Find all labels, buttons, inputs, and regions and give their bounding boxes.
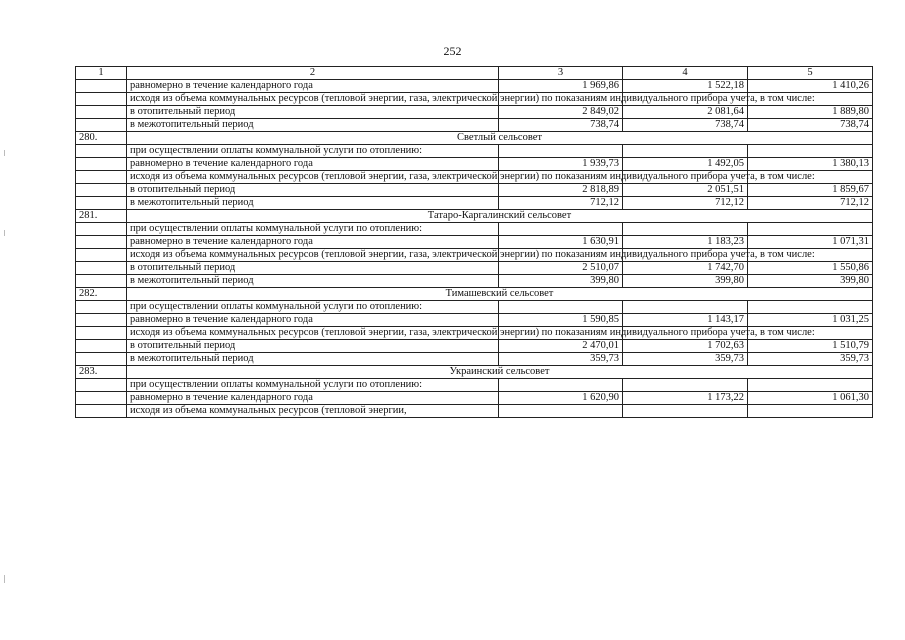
tariff-table-body [76,67,873,418]
row-number-cell [76,340,127,353]
table-row [76,145,873,158]
row-label: равномерно в течение календарного года [127,392,499,405]
table-row [76,301,873,314]
value-col-4: 2 051,51 [623,184,748,197]
value-col-3 [499,405,623,418]
row-number-cell [76,236,127,249]
table-row [76,392,873,405]
value-col-5: 399,80 [748,275,873,288]
row-number-cell [76,93,127,106]
row-label: исходя из объема коммунальных ресурсов (тепловой энергии, газа, электрической энергии) по показаниям индивидуального прибора учета, в том числе: [127,249,499,262]
value-col-5: 1 510,79 [748,340,873,353]
value-col-5: 1 410,26 [748,80,873,93]
table-row [76,106,873,119]
column-header: 5 [748,67,873,80]
value-col-5: 712,12 [748,197,873,210]
table-row [76,158,873,171]
section-row [76,132,873,145]
value-col-4 [623,223,748,236]
value-col-3: 1 939,73 [499,158,623,171]
column-number-row [76,67,873,80]
value-col-3: 2 470,01 [499,340,623,353]
row-label: при осуществлении оплаты коммунальной услуги по отоплению: [127,301,499,314]
table-row [76,197,873,210]
row-label: в отопительный период [127,106,499,119]
value-col-3: 2 849,02 [499,106,623,119]
row-number-cell [76,184,127,197]
table-row [76,171,873,184]
row-number-cell [76,171,127,184]
value-col-4: 1 143,17 [623,314,748,327]
table-row [76,379,873,392]
row-number-cell [76,119,127,132]
row-number: 281. [76,210,127,223]
row-number-cell [76,314,127,327]
column-header: 4 [623,67,748,80]
scan-edge-mark [4,150,5,156]
value-col-5: 1 889,80 [748,106,873,119]
value-col-3: 1 969,86 [499,80,623,93]
table-row [76,327,873,340]
value-col-3 [499,301,623,314]
row-label: в межотопительный период [127,275,499,288]
row-label: исходя из объема коммунальных ресурсов (тепловой энергии, газа, электрической энергии) по показаниям индивидуального прибора учета, в том числе: [127,327,499,340]
row-number: 280. [76,132,127,145]
table-row [76,275,873,288]
value-col-4 [623,145,748,158]
row-label: при осуществлении оплаты коммунальной услуги по отоплению: [127,145,499,158]
table-row [76,236,873,249]
value-col-5 [748,301,873,314]
table-row [76,223,873,236]
row-number-cell [76,405,127,418]
table-row [76,353,873,366]
section-title: Татаро-Каргалинский сельсовет [127,210,873,223]
value-col-4: 399,80 [623,275,748,288]
row-number-cell [76,223,127,236]
value-col-4 [623,405,748,418]
page-number: 252 [443,44,462,58]
value-col-5: 1 550,86 [748,262,873,275]
value-col-5: 1 031,25 [748,314,873,327]
value-col-3: 1 620,90 [499,392,623,405]
value-col-3 [499,379,623,392]
value-col-3: 399,80 [499,275,623,288]
table-row [76,340,873,353]
value-col-5: 1 061,30 [748,392,873,405]
value-col-4 [623,301,748,314]
row-number-cell [76,197,127,210]
value-col-4: 1 492,05 [623,158,748,171]
value-col-3: 2 818,89 [499,184,623,197]
row-number-cell [76,301,127,314]
row-label: в отопительный период [127,184,499,197]
value-col-4: 738,74 [623,119,748,132]
value-col-5 [748,223,873,236]
scan-edge-mark [4,230,5,236]
row-number-cell [76,275,127,288]
value-col-4: 1 173,22 [623,392,748,405]
value-col-3 [499,223,623,236]
row-number: 283. [76,366,127,379]
table-row [76,119,873,132]
value-col-4: 2 081,64 [623,106,748,119]
value-col-4: 1 183,23 [623,236,748,249]
scan-edge-mark [4,575,5,583]
value-col-5: 1 380,13 [748,158,873,171]
row-number-cell [76,353,127,366]
table-row [76,405,873,418]
column-header: 1 [76,67,127,80]
column-header: 3 [499,67,623,80]
column-header: 2 [127,67,499,80]
tariff-table [75,66,873,418]
section-row [76,366,873,379]
value-col-3: 738,74 [499,119,623,132]
row-label: при осуществлении оплаты коммунальной услуги по отоплению: [127,379,499,392]
value-col-3 [499,145,623,158]
value-col-4: 1 702,63 [623,340,748,353]
row-number-cell [76,327,127,340]
row-label: в межотопительный период [127,197,499,210]
table-row [76,314,873,327]
value-col-4 [623,379,748,392]
row-number-cell [76,106,127,119]
table-row [76,262,873,275]
value-col-4: 359,73 [623,353,748,366]
table-row [76,184,873,197]
value-col-5: 1 859,67 [748,184,873,197]
row-label: в отопительный период [127,340,499,353]
row-label: в отопительный период [127,262,499,275]
section-title: Украинский сельсовет [127,366,873,379]
row-number-cell [76,249,127,262]
row-label: в межотопительный период [127,353,499,366]
value-col-4: 712,12 [623,197,748,210]
value-col-5: 1 071,31 [748,236,873,249]
row-label: равномерно в течение календарного года [127,314,499,327]
value-col-5: 359,73 [748,353,873,366]
row-label: исходя из объема коммунальных ресурсов (тепловой энергии, [127,405,499,418]
value-col-5 [748,379,873,392]
row-number-cell [76,80,127,93]
row-number-cell [76,379,127,392]
value-col-5: 738,74 [748,119,873,132]
row-label: при осуществлении оплаты коммунальной услуги по отоплению: [127,223,499,236]
row-label: исходя из объема коммунальных ресурсов (тепловой энергии, газа, электрической энергии) по показаниям индивидуального прибора учета, в том числе: [127,171,499,184]
row-label: равномерно в течение календарного года [127,158,499,171]
value-col-5 [748,145,873,158]
row-label: исходя из объема коммунальных ресурсов (тепловой энергии, газа, электрической энергии) по показаниям индивидуального прибора учета, в том числе: [127,93,499,106]
table-row [76,93,873,106]
value-col-3: 1 590,85 [499,314,623,327]
row-number-cell [76,145,127,158]
row-number-cell [76,392,127,405]
row-number: 282. [76,288,127,301]
value-col-3: 712,12 [499,197,623,210]
section-title: Светлый сельсовет [127,132,873,145]
value-col-3: 2 510,07 [499,262,623,275]
value-col-5 [748,405,873,418]
row-label: равномерно в течение календарного года [127,236,499,249]
section-row [76,210,873,223]
value-col-4: 1 522,18 [623,80,748,93]
section-title: Тимашевский сельсовет [127,288,873,301]
value-col-4: 1 742,70 [623,262,748,275]
value-col-3: 1 630,91 [499,236,623,249]
row-label: в межотопительный период [127,119,499,132]
table-row [76,80,873,93]
row-number-cell [76,158,127,171]
value-col-3: 359,73 [499,353,623,366]
table-row [76,249,873,262]
row-label: равномерно в течение календарного года [127,80,499,93]
section-row [76,288,873,301]
row-number-cell [76,262,127,275]
